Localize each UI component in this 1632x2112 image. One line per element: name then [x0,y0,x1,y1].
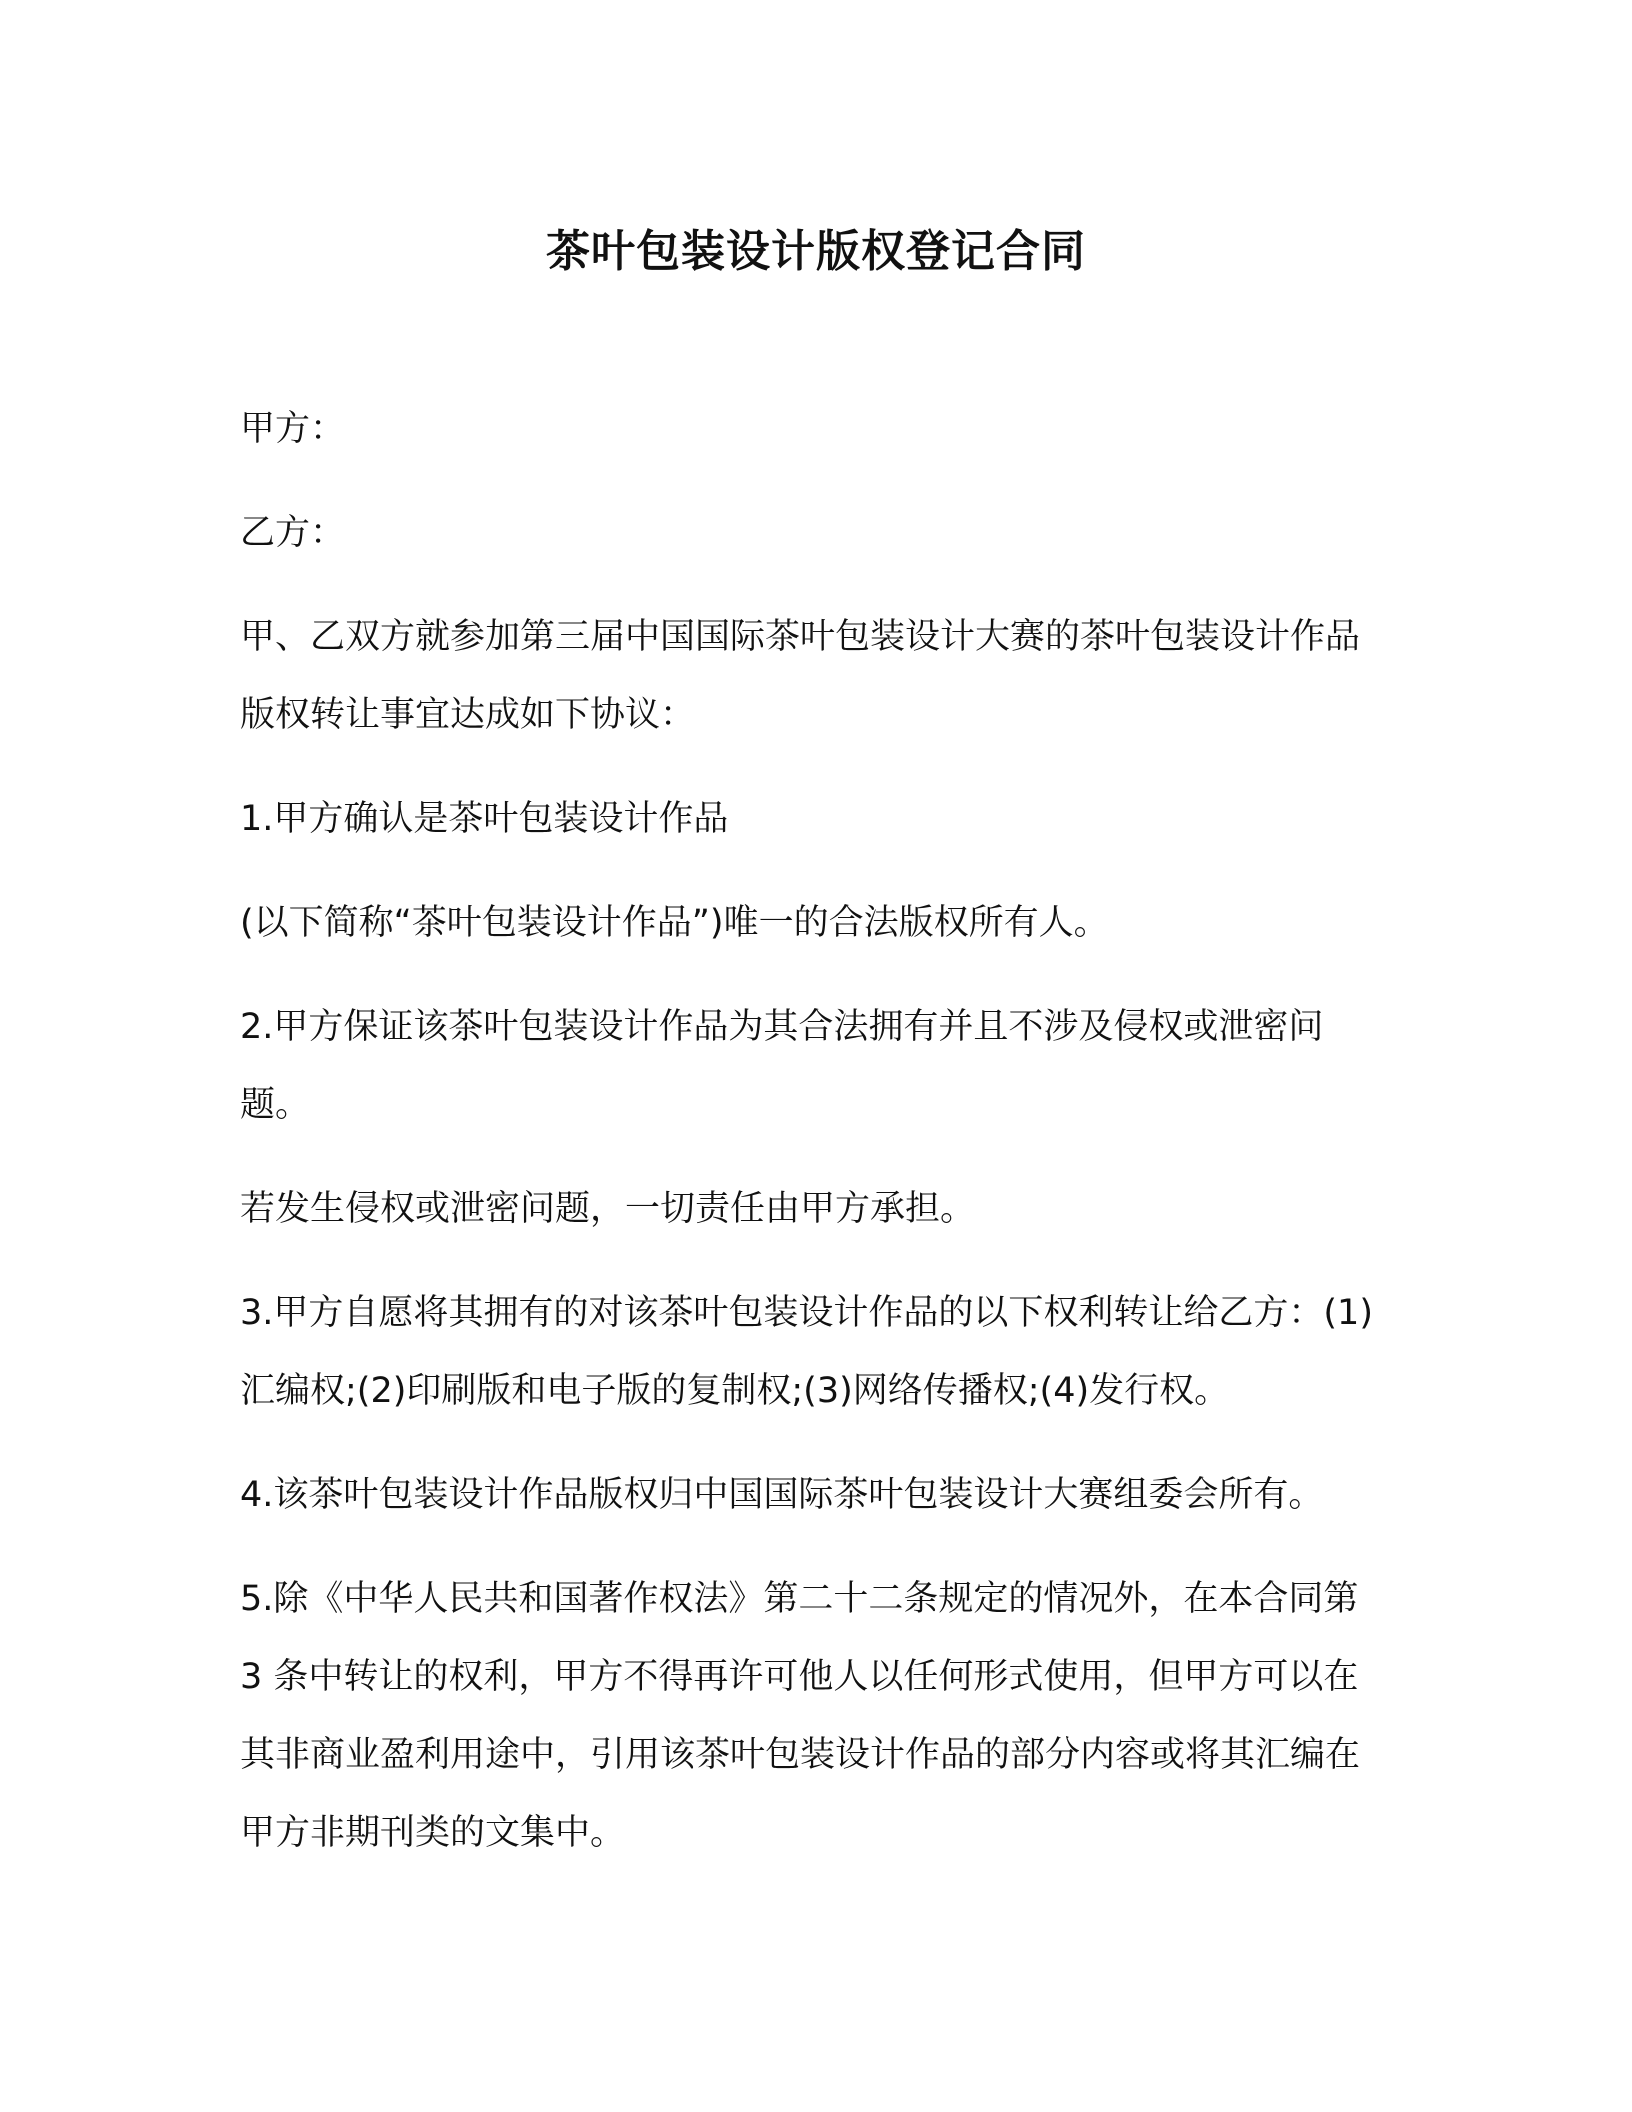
clause-2-continued: 若发生侵权或泄密问题，一切责任由甲方承担。 [240,1189,976,1229]
agreement-intro: 甲、乙双方就参加第三届中国国际茶叶包装设计大赛的茶叶包装设计作品版权转让事宜达成如下协议： [240,617,1361,735]
party-b-line: 乙方： [240,513,346,553]
clause-2: 2.甲方保证该茶叶包装设计作品为其合法拥有并且不涉及侵权或泄密问题。 [240,1007,1324,1125]
clause-3: 3.甲方自愿将其拥有的对该茶叶包装设计作品的以下权利转让给乙方：(1)汇编权;(2)印刷版和电子版的复制权;(3)网络传播权;(4)发行权。 [240,1293,1373,1411]
document-body [240,390,1380,1898]
party-a-line: 甲方： [240,409,346,449]
clause-1: 1.甲方确认是茶叶包装设计作品 [240,799,729,839]
clause-1-continued: (以下简称“茶叶包装设计作品”)唯一的合法版权所有人。 [240,903,1109,943]
clause-5: 5.除《中华人民共和国著作权法》第二十二条规定的情况外，在本合同第 3 条中转让的权利，甲方不得再许可他人以任何形式使用，但甲方可以在其非商业盈利用途中，引用该茶叶包装设计作品的部分内容或将其汇编在甲方非期刊类的文集中。 [240,1579,1361,1853]
clause-4: 4.该茶叶包装设计作品版权归中国国际茶叶包装设计大赛组委会所有。 [240,1475,1324,1515]
document-title: 茶叶包装设计版权登记合同 [546,226,1086,277]
